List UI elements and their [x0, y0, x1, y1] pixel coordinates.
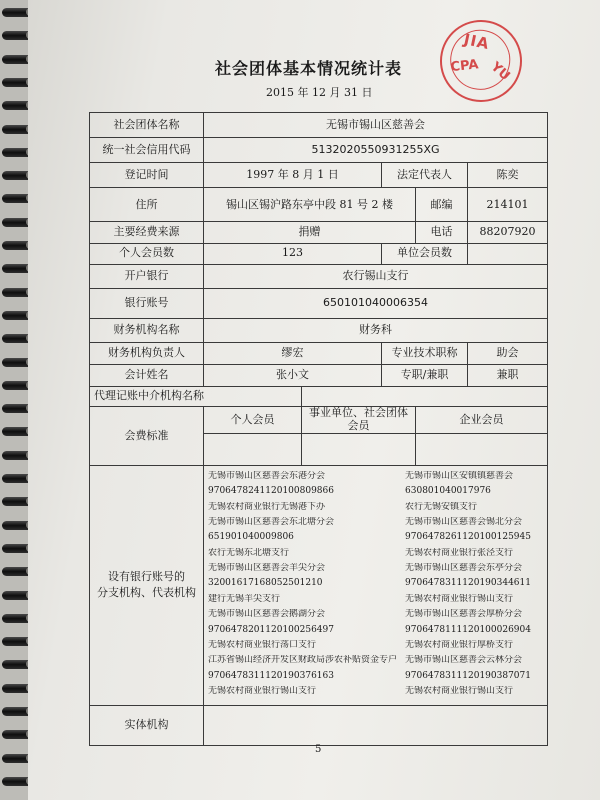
- fee-institution: [302, 433, 416, 465]
- account-label: 银行账号: [90, 288, 204, 318]
- table-row: [90, 113, 548, 138]
- table-row: [90, 264, 548, 288]
- branch-line: 无锡市锡山区慈善会云林分会: [405, 655, 523, 666]
- entity-label: 实体机构: [90, 705, 204, 745]
- branch-line: 9706478311120190376163: [208, 670, 334, 681]
- table-row: [90, 407, 548, 433]
- branch-line: 651901040009806: [208, 532, 294, 543]
- finance-org-label: 财务机构名称: [90, 318, 204, 342]
- address: 锡山区锡沪路东亭中段 81 号 2 楼: [204, 188, 416, 222]
- bank-label: 开户银行: [90, 264, 204, 288]
- branch-line: 无锡市锡山区慈善会厚桥分会: [405, 609, 523, 620]
- fee-header-enterprise: 企业会员: [416, 407, 548, 433]
- statistics-table: [89, 112, 548, 746]
- branches-list-right: [401, 469, 547, 702]
- branch-line: 农行无锡东北塘支行: [208, 547, 290, 558]
- branch-line: 建行无锡羊尖支行: [208, 593, 281, 604]
- page-number: 5: [315, 744, 322, 755]
- entity: [204, 705, 548, 745]
- legal-rep-label: 法定代表人: [382, 163, 468, 188]
- branch-line: 无锡农村商业银行张泾支行: [405, 547, 514, 558]
- branch-line: 无锡农村商业银行锡山支行: [208, 686, 317, 697]
- branch-line: 9706478111120100026904: [405, 624, 531, 635]
- members: 123: [204, 243, 382, 264]
- fulltime-label: 专职/兼职: [382, 364, 468, 386]
- agency: [302, 387, 548, 407]
- branch-line: 无锡市锡山区慈善会羊尖分会: [208, 563, 326, 574]
- fee-label: 会费标准: [90, 407, 204, 466]
- credit-code: 5132020550931255XG: [204, 138, 548, 163]
- branch-line: 无锡农村商业银行荡口支行: [208, 640, 317, 651]
- bank: 农行锡山支行: [204, 264, 548, 288]
- branch-line: 无锡农村商业银行厚桥支行: [405, 640, 514, 651]
- report-date: 2015 年 12 月 31 日: [266, 86, 373, 99]
- table-row: [90, 705, 548, 745]
- branches-label-line1: 设有银行账号的: [108, 569, 185, 583]
- legal-rep: 陈奕: [468, 163, 548, 188]
- table-row: [90, 243, 548, 264]
- fee-individual: [204, 433, 302, 465]
- branch-line: 无锡市锡山区慈善会东北塘分会: [208, 516, 335, 527]
- branch-line: 9706478311120190344611: [405, 578, 531, 589]
- stamp-text-top: JIA: [462, 30, 492, 54]
- branches-label-line2: 分支机构、代表机构: [97, 586, 196, 600]
- reg-time: 1997 年 8 月 1 日: [204, 163, 382, 188]
- stamp-text-right: YU: [487, 59, 513, 84]
- agency-label: 代理记账中介机构名称: [90, 387, 302, 407]
- phone: 88207920: [468, 222, 548, 243]
- branch-line: 32001617168052501210: [208, 578, 323, 589]
- branch-line: 无锡市锡山区慈善会鹅湖分会: [208, 609, 326, 620]
- branch-line: 江苏省锡山经济开发区财政局涉农补贴资金专户: [208, 655, 398, 666]
- postcode-label: 邮编: [416, 188, 468, 222]
- table-row: [90, 222, 548, 243]
- name-label: 社会团体名称: [90, 113, 204, 138]
- branches-label: [90, 465, 204, 705]
- branch-line: 无锡市锡山区慈善会东亭分会: [405, 563, 523, 574]
- funding: 捐赠: [204, 222, 416, 243]
- table-row: [90, 364, 548, 386]
- address-label: 住所: [90, 188, 204, 222]
- finance-head: 缪宏: [204, 342, 382, 364]
- fee-header-individual: 个人会员: [204, 407, 302, 433]
- org-name: 无锡市锡山区慈善会: [204, 113, 548, 138]
- account-number: 650101040006354: [204, 288, 548, 318]
- branch-line: 9706478241120100809866: [208, 486, 334, 497]
- table-row: [90, 163, 548, 188]
- table-row: [90, 138, 548, 163]
- finance-org: 财务科: [204, 318, 548, 342]
- branches-list-left: [204, 469, 401, 702]
- funding-label: 主要经费来源: [90, 222, 204, 243]
- branch-line: 无锡市锡山区慈善会锡北分会: [405, 516, 523, 527]
- fulltime: 兼职: [468, 364, 548, 386]
- table-row: [90, 465, 548, 705]
- title-label: 专业技术职称: [382, 342, 468, 364]
- table-row: [90, 288, 548, 318]
- page-title: 社会团体基本情况统计表: [215, 59, 403, 78]
- unit-members-label: 单位会员数: [382, 243, 468, 264]
- fee-header-institution: 事业单位、社会团体会员: [302, 407, 416, 433]
- branch-line: 无锡农村商业银行锡山支行: [405, 593, 514, 604]
- branch-line: 9706478261120100125945: [405, 532, 531, 543]
- table-row: [90, 188, 548, 222]
- table-row: [90, 318, 548, 342]
- finance-head-label: 财务机构负责人: [90, 342, 204, 364]
- branch-line: 9706478311120190387071: [405, 670, 531, 681]
- branch-line: 无锡市锡山区慈善会东港分会: [208, 470, 326, 481]
- members-label: 个人会员数: [90, 243, 204, 264]
- code-label: 统一社会信用代码: [90, 138, 204, 163]
- branch-line: 农行无锡安镇支行: [405, 501, 478, 512]
- fee-enterprise: [416, 433, 548, 465]
- accountant: 张小文: [204, 364, 382, 386]
- branch-line: 无锡农村商业银行无锡港下办: [208, 501, 326, 512]
- accountant-label: 会计姓名: [90, 364, 204, 386]
- phone-label: 电话: [416, 222, 468, 243]
- branch-line: 9706478201120100256497: [208, 624, 334, 635]
- branch-line: 630801040017976: [405, 486, 491, 497]
- branch-line: 无锡市锡山区安镇镇慈善会: [405, 470, 514, 481]
- unit-members: [468, 243, 548, 264]
- table-row: [90, 387, 548, 407]
- table-row: [90, 342, 548, 364]
- stamp-text-left: CPA: [449, 57, 480, 76]
- title-value: 助会: [468, 342, 548, 364]
- reg-time-label: 登记时间: [90, 163, 204, 188]
- postcode: 214101: [468, 188, 548, 222]
- branch-line: 无锡农村商业银行锡山支行: [405, 686, 514, 697]
